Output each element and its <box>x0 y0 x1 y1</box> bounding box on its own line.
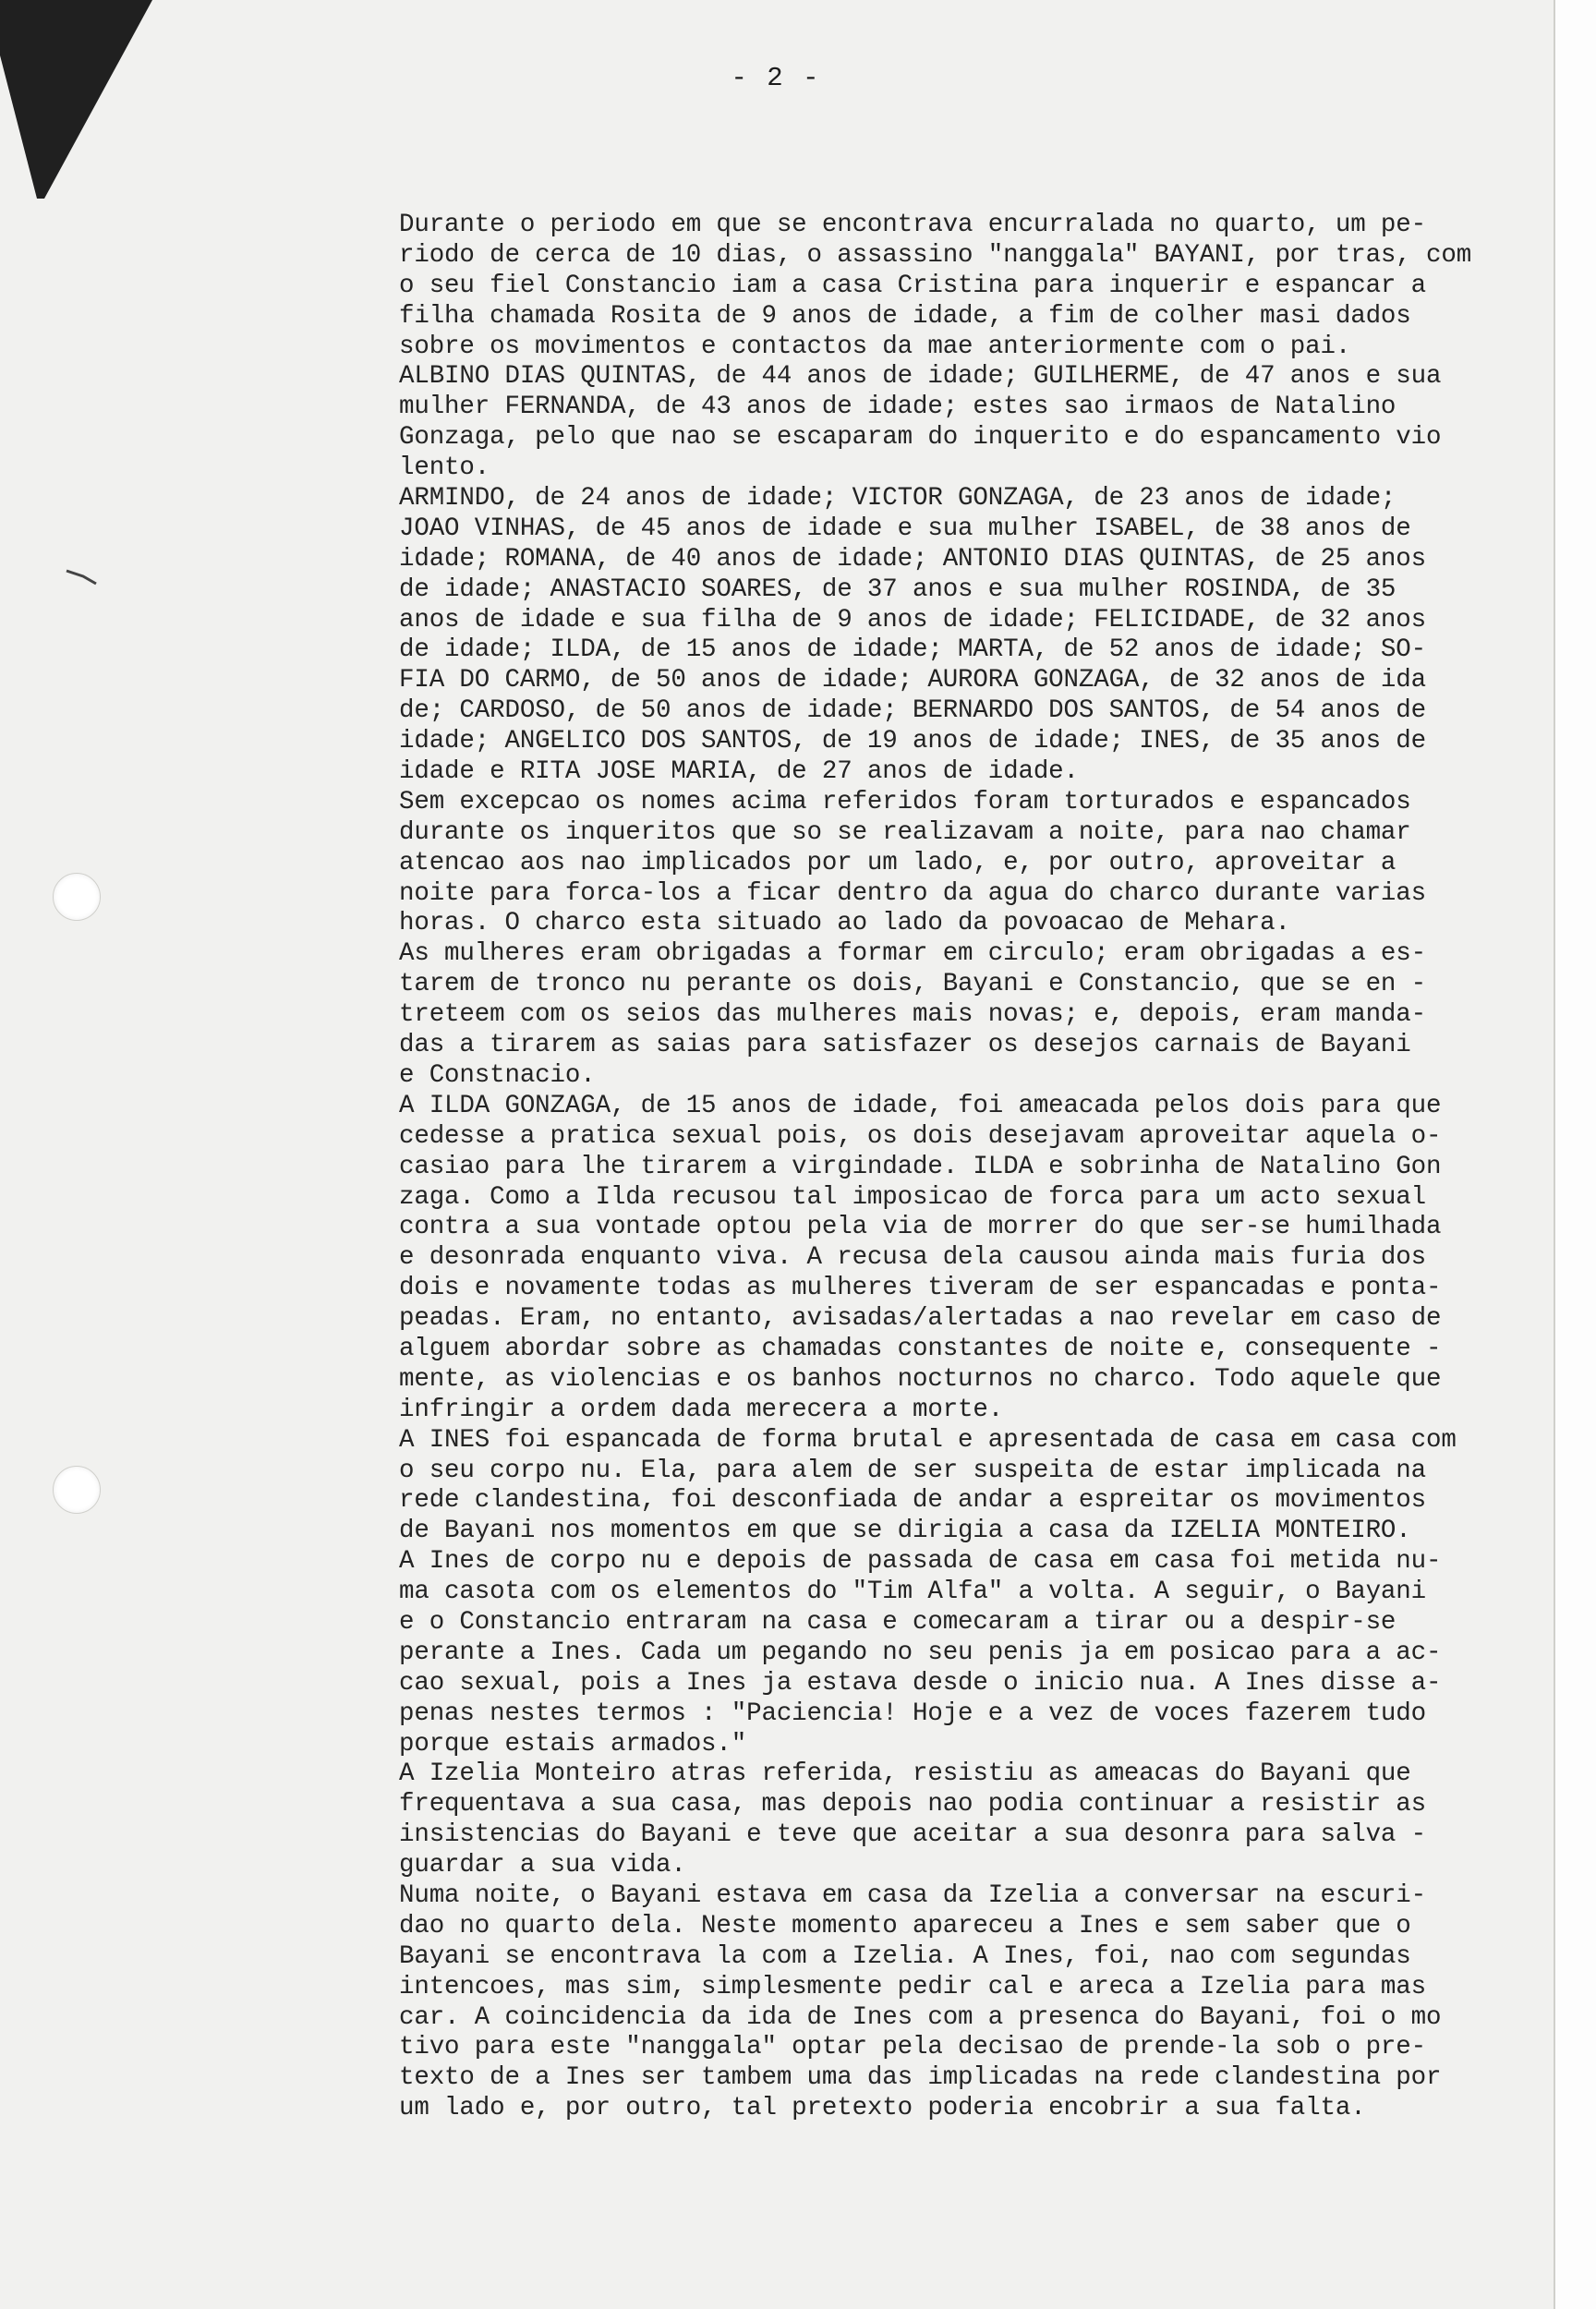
text-line: cedesse a pratica sexual pois, os dois desejavam aproveitar aquela o- <box>399 1121 1442 1151</box>
text-line: o seu corpo nu. Ela, para alem de ser suspeita de estar implicada na <box>399 1456 1426 1485</box>
text-line: e o Constancio entraram na casa e comecaram a tirar ou a despir-se <box>399 1607 1396 1637</box>
text-line: mente, as violencias e os banhos nocturnos no charco. Todo aquele que <box>399 1364 1442 1394</box>
text-line: dois e novamente todas as mulheres tiveram de ser espancadas e ponta- <box>399 1274 1442 1303</box>
text-line: sobre os movimentos e contactos da mae anteriormente com o pai. <box>399 332 1351 361</box>
text-line: dao no quarto dela. Neste momento apareceu a Ines e sem saber que o <box>399 1911 1411 1940</box>
text-line: e Constnacio. <box>399 1060 596 1090</box>
text-line: tarem de tronco nu perante os dois, Bayani e Constancio, que se en - <box>399 970 1426 999</box>
text-line: casiao para lhe tirarem a virgindade. ILDA e sobrinha de Natalino Gon <box>399 1152 1442 1181</box>
document-body <box>399 211 1563 2124</box>
text-line: de; CARDOSO, de 50 anos de idade; BERNARDO DOS SANTOS, de 54 anos de <box>399 696 1426 726</box>
text-line: infringir a ordem dada merecera a morte. <box>399 1395 1004 1424</box>
text-line: FIA DO CARMO, de 50 anos de idade; AURORA GONZAGA, de 32 anos de ida <box>399 666 1426 695</box>
ink-mark <box>65 563 102 591</box>
text-line: car. A coincidencia da ida de Ines com a presenca do Bayani, foi o mo <box>399 2002 1442 2032</box>
text-line: rede clandestina, foi desconfiada de andar a espreitar os movimentos <box>399 1486 1426 1516</box>
text-line: A Ines de corpo nu e depois de passada de casa em casa foi metida nu- <box>399 1547 1442 1577</box>
text-line: alguem abordar sobre as chamadas constantes de noite e, consequente - <box>399 1334 1442 1363</box>
text-line: ARMINDO, de 24 anos de idade; VICTOR GONZAGA, de 23 anos de idade; <box>399 484 1396 514</box>
text-line: texto de a Ines ser tambem uma das implicadas na rede clandestina por <box>399 2063 1442 2093</box>
text-line: atencao aos nao implicados por um lado, e, por outro, aproveitar a <box>399 848 1396 877</box>
text-line: Sem excepcao os nomes acima referidos foram torturados e espancados <box>399 787 1411 816</box>
text-line: de idade; ANASTACIO SOARES, de 37 anos e sua mulher ROSINDA, de 35 <box>399 574 1396 604</box>
text-line: intencoes, mas sim, simplesmente pedir cal e areca a Izelia para mas <box>399 1972 1426 2001</box>
text-line: de Bayani nos momentos em que se dirigia a casa da IZELIA MONTEIRO. <box>399 1517 1411 1546</box>
text-line: peadas. Eram, no entanto, avisadas/alertadas a nao revelar em caso de <box>399 1304 1442 1334</box>
punch-hole <box>53 873 101 921</box>
page-number: - 2 - <box>731 63 821 93</box>
text-line: Durante o periodo em que se encontrava encurralada no quarto, um pe- <box>399 211 1426 239</box>
text-line: idade e RITA JOSE MARIA, de 27 anos de idade. <box>399 757 1079 787</box>
text-line: lento. <box>399 453 490 483</box>
text-line: frequentava a sua casa, mas depois nao podia continuar a resistir as <box>399 1790 1426 1819</box>
text-line: ma casota com os elementos do "Tim Alfa" a volta. A seguir, o Bayani <box>399 1578 1426 1607</box>
text-line: tivo para este "nanggala" optar pela decisao de prende-la sob o pre- <box>399 2033 1426 2062</box>
text-line: zaga. Como a Ilda recusou tal imposicao de forca para um acto sexual <box>399 1182 1426 1212</box>
text-line: filha chamada Rosita de 9 anos de idade, a fim de colher masi dados <box>399 301 1411 331</box>
text-line: horas. O charco esta situado ao lado da povoacao de Mehara. <box>399 909 1290 938</box>
text-line: um lado e, por outro, tal pretexto poderia encobrir a sua falta. <box>399 2094 1366 2123</box>
text-line: durante os inqueritos que so se realizavam a noite, para nao chamar <box>399 817 1411 847</box>
text-line: ALBINO DIAS QUINTAS, de 44 anos de idade; GUILHERME, de 47 anos e sua <box>399 362 1442 392</box>
text-line: das a tirarem as saias para satisfazer os desejos carnais de Bayani <box>399 1031 1411 1060</box>
text-line: riodo de cerca de 10 dias, o assassino "nanggala" BAYANI, por tras, com <box>399 240 1472 270</box>
folded-corner-shadow <box>0 0 157 203</box>
text-line: Numa noite, o Bayani estava em casa da Izelia a conversar na escuri- <box>399 1880 1426 1910</box>
text-line: treteem com os seios das mulheres mais novas; e, depois, eram manda- <box>399 1000 1426 1030</box>
text-line: As mulheres eram obrigadas a formar em circulo; eram obrigadas a es- <box>399 939 1426 969</box>
text-line: idade; ROMANA, de 40 anos de idade; ANTONIO DIAS QUINTAS, de 25 anos <box>399 544 1426 574</box>
text-line: contra a sua vontade optou pela via de morrer do que ser-se humilhada <box>399 1213 1442 1242</box>
text-line: Bayani se encontrava la com a Izelia. A Ines, foi, nao com segundas <box>399 1941 1411 1971</box>
text-line: e desonrada enquanto viva. A recusa dela causou ainda mais furia dos <box>399 1243 1426 1273</box>
text-line: mulher FERNANDA, de 43 anos de idade; estes sao irmaos de Natalino <box>399 393 1396 422</box>
text-line: A ILDA GONZAGA, de 15 anos de idade, foi ameacada pelos dois para que <box>399 1091 1442 1120</box>
text-line: Gonzaga, pelo que nao se escaparam do inquerito e do espancamento vio <box>399 423 1442 453</box>
text-line: porque estais armados." <box>399 1729 747 1759</box>
text-line: anos de idade e sua filha de 9 anos de idade; FELICIDADE, de 32 anos <box>399 605 1426 635</box>
text-line: de idade; ILDA, de 15 anos de idade; MARTA, de 52 anos de idade; SO- <box>399 635 1426 665</box>
text-line: insistencias do Bayani e teve que aceitar a sua desonra para salva - <box>399 1820 1426 1850</box>
text-line: o seu fiel Constancio iam a casa Cristina para inquerir e espancar a <box>399 271 1426 300</box>
punch-hole <box>53 1466 101 1514</box>
text-line: idade; ANGELICO DOS SANTOS, de 19 anos de idade; INES, de 35 anos de <box>399 727 1426 756</box>
text-line: noite para forca-los a ficar dentro da agua do charco durante varias <box>399 878 1426 908</box>
text-line: JOAO VINHAS, de 45 anos de idade e sua mulher ISABEL, de 38 anos de <box>399 514 1411 543</box>
text-line: cao sexual, pois a Ines ja estava desde o inicio nua. A Ines disse a- <box>399 1668 1442 1698</box>
text-line: perante a Ines. Cada um pegando no seu penis ja em posicao para a ac- <box>399 1638 1442 1667</box>
text-line: guardar a sua vida. <box>399 1851 686 1880</box>
text-line: penas nestes termos : "Paciencia! Hoje e a vez de voces fazerem tudo <box>399 1699 1426 1728</box>
text-line: A INES foi espancada de forma brutal e apresentada de casa em casa com <box>399 1425 1457 1455</box>
text-line: A Izelia Monteiro atras referida, resistiu as ameacas do Bayani que <box>399 1759 1411 1789</box>
